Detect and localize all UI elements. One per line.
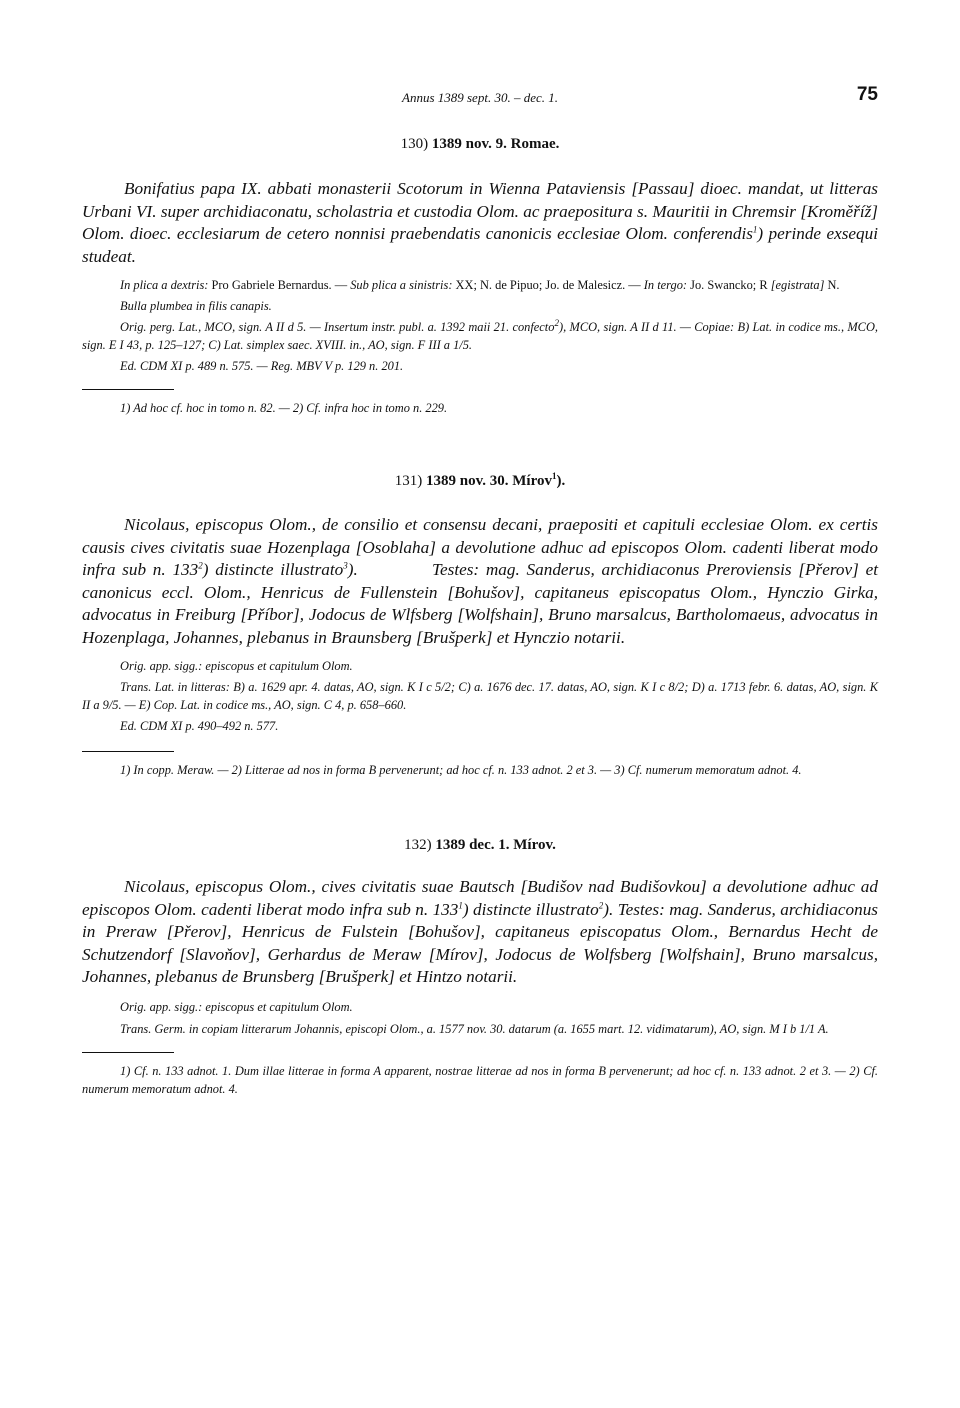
entry-132 xyxy=(82,837,878,1098)
entry-heading xyxy=(82,837,878,854)
entry-130 xyxy=(82,136,878,417)
entry-regest: Nicolaus, episcopus Olom., de consilio et consensu decani, praepositi et capituli ecclesiae Olom. ex certis causis cives civitatis suae Hozenplaga [Osoblaha] a devolutione adhuc ad episcopos Olom. cadenti liberat modo infra sub n. $133^2$) distincte illustrato$^3$). Testes: mag. Sanderus, archidiaconus Preroviensis [Přerov] et canonicus eccl. Olom., Henricus de Fullenstein [Bohušov], capitaneus episcopatus Olom., Hynczio Girka, advocatus in Freiburg [Příbor], Jodocus de Wlfsberg [Wolfshain], Bruno marsalcus, Bartholomaeus, advocatus in Hozenplaga, Johannes, plebanus in Braunsberg [Brušperk] et Hynczio notarii. xyxy=(82,515,883,647)
page-header xyxy=(82,84,878,108)
orig-note: Orig. perg. Lat., MCO, sign. A II d 5. — Insertum instr. publ. a. 1392 maii 21. confecto$^2$), MCO, sign. A II d 11. — Copiae: B) Lat. in codice ms., MCO, sign. E I 43, p. 125–127; C) Lat. simplex saec. XVIII. in., AO, sign. F III a 1/5. xyxy=(82,317,878,352)
footnote-ref: 2 xyxy=(598,899,604,910)
footnote-ref: 1 xyxy=(551,471,557,481)
entry-heading xyxy=(82,473,878,490)
footnote-ref: 3 xyxy=(343,560,348,571)
entry-date-place: 1389 dec. 1. Mírov. xyxy=(435,837,556,853)
bulla-note: Bulla plumbea in filis canapis. xyxy=(120,299,272,313)
plica-text: Pro Gabriele Bernardus. — xyxy=(208,278,351,292)
trans-note: Trans. Lat. in litteras: B) a. 1629 apr. 4. datas, AO, sign. K I c 5/2; C) a. 1676 dec. 17. datas, AO, sign. K I c 8/2; D) a. 1713 febr. 6. datas, AO, sign. K II a 9/5. — E) Cop. Lat. in codice ms., AO, sign. C 4, p. 658–660. xyxy=(82,680,878,712)
plica-label: In plica a dextris: xyxy=(120,278,209,292)
footnote-ref: 1 xyxy=(752,224,758,235)
footnote-ref: 1 xyxy=(458,899,463,910)
edition-note: Ed. CDM XI p. 489 n. 575. — Reg. MBV V p. 129 n. 201. xyxy=(120,359,404,373)
orig-note: Orig. app. sigg.: episcopus et capitulum Olom. xyxy=(120,659,353,673)
footnote-rule xyxy=(82,389,174,390)
entry-number: 130) xyxy=(400,136,429,152)
plica-label: [egistrata] xyxy=(770,278,825,292)
plica-note xyxy=(82,276,878,294)
plica-text: Jo. Swancko; R xyxy=(687,278,771,292)
entry-date-place: 1389 nov. 9. Romae. xyxy=(431,136,560,152)
orig-note: Orig. app. sigg.: episcopus et capitulum Olom. xyxy=(120,999,353,1014)
entry-131 xyxy=(82,471,883,779)
footnote-ref: 2 xyxy=(554,317,559,328)
running-head: Annus 1389 sept. 30. – dec. 1. xyxy=(402,90,558,105)
regest-text-end: ) perinde exsequi studeat. xyxy=(82,224,879,266)
trans-note: Trans. Germ. in copiam litterarum Johannis, episcopi Olom., a. 1577 nov. 30. datarum (a. 1655 mart. 12. vidimatarum), AO, sign. M I b 1/1 A. xyxy=(120,1021,829,1036)
plica-label: In tergo: xyxy=(643,278,688,292)
footnote: 1) Cf. n. 133 adnot. 1. Dum illae litterae in forma A apparent, nostrae litterae ad nos in forma B pervenerunt; ad hoc cf. n. 133 adnot. 2 et 3. — 2) Cf. numerum memoratum adnot. 4. xyxy=(82,1063,878,1096)
entry-date-place: 1389 nov. 30. Mírov$^1$). xyxy=(426,471,566,489)
regest-text: Bonifatius papa IX. abbati monasterii Scotorum in Wienna Pataviensis [Passau] dioec. mandat, ut litteras Urbani VI. super archidiaconatu, scholastria et custodia Olom. ac praepositura s. Mauritii in Chremsir [Kroměříž] Olom. dioec. ecclesiarum de cetero nonnisi praebendatis canonicis ecclesiae Olom. conferendis xyxy=(82,179,878,243)
entry-regest: Nicolaus, episcopus Olom., cives civitatis suae Bautsch [Budišov nad Budišovkou] a devolutione adhuc ad episcopos Olom. cadenti liberat modo infra sub n. $133^1$) distincte illustrato$^2$). Testes: mag. Sanderus, archidiaconus in Preraw [Přerov], Henricus de Fulstein [Bohušov], capitaneus episcopatus Olom., Bernardus Hecht de Schutzendorf [Slavoňov], Gerhardus de Meraw [Mírov], Jodocus de Wolfsberg [Wolfshain], Bruno marsalcus, Johannes, plebanus de Brunsberg [Brušperk] et Hintzo notarii. xyxy=(82,877,878,986)
plica-label: Sub plica a sinistris: xyxy=(350,278,453,292)
footnote: 1) Ad hoc cf. hoc in tomo n. 82. — 2) Cf. infra hoc in tomo n. 229. xyxy=(120,401,448,415)
plica-text: XX; N. de Pipuo; Jo. de Malesicz. — xyxy=(452,278,644,292)
edition-note: Ed. CDM XI p. 490–492 n. 577. xyxy=(120,719,279,733)
document-page xyxy=(82,84,883,1098)
page-number: 75 xyxy=(856,84,878,105)
plica-text: N. xyxy=(824,278,840,292)
footnote: 1) In copp. Meraw. — 2) Litterae ad nos in forma B pervenerunt; ad hoc cf. n. 133 adnot. 2 et 3. — 3) Cf. numerum memoratum adnot. 4. xyxy=(120,763,802,777)
footnote-rule xyxy=(82,751,174,752)
entry-number: 132) xyxy=(404,837,432,853)
footnote-rule xyxy=(82,1052,174,1053)
entry-number: 131) xyxy=(394,473,423,489)
entry-heading xyxy=(82,136,878,153)
entry-regest xyxy=(82,178,878,268)
footnote-ref: 2 xyxy=(198,560,203,571)
